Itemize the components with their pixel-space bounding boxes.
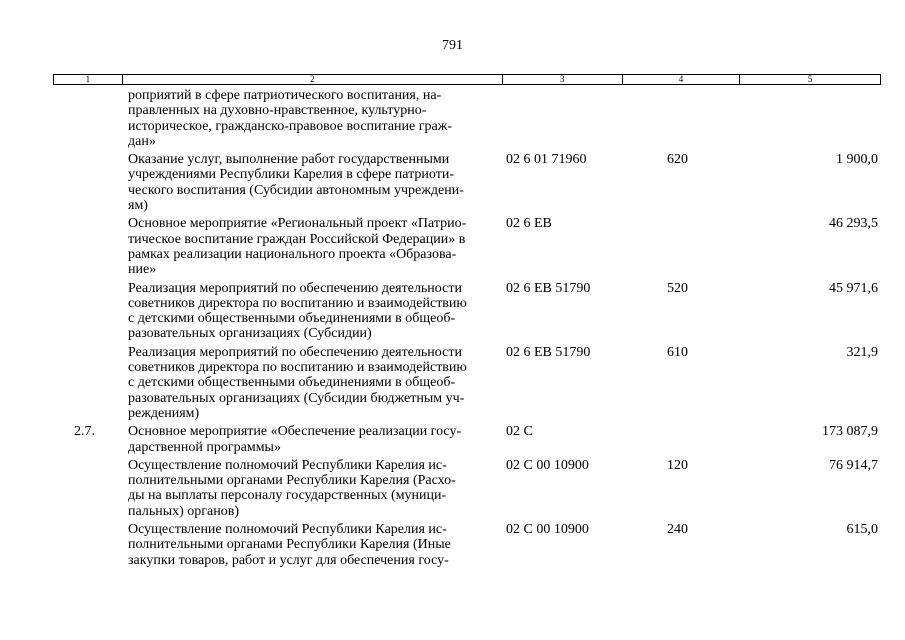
row-name: Осуществление полномочий Республики Карелия ис- полнительными органами Республики Карелия (Иные закупки товаров, работ и услуг для обеспечения госу- — [128, 522, 451, 568]
row-number — [53, 458, 122, 519]
row-sum: 173 087,9 — [822, 424, 878, 440]
row-sum: 615,0 — [846, 522, 878, 538]
table-body — [53, 88, 881, 571]
header-col-1: 1 — [54, 75, 123, 84]
row-expense-type: 520 — [667, 280, 688, 296]
table-row — [53, 152, 881, 213]
row-expense-type: 240 — [667, 522, 688, 538]
row-code: 02 С 00 10900 — [506, 522, 589, 538]
row-code: 02 С 00 10900 — [506, 457, 589, 473]
row-name: Основное мероприятие «Региональный проект «Патрио- тическое воспитание граждан Российской Федерации» в рамках реализации национального проекта «Образова- ние» — [128, 216, 467, 278]
row-name: Основное мероприятие «Обеспечение реализации госу- дарственной программы» — [128, 424, 462, 455]
header-col-4: 4 — [623, 75, 741, 84]
table-header — [53, 74, 881, 85]
row-number — [53, 88, 122, 149]
row-code — [503, 88, 623, 149]
table-row — [53, 345, 881, 421]
table-row — [53, 88, 881, 149]
row-code: 02 6 EB 51790 — [506, 344, 591, 360]
header-col-2: 2 — [123, 75, 503, 84]
row-name: Реализация мероприятий по обеспечению деятельности советников директора по воспитанию и взаимодействию с детскими общественными объединениями в общеоб- разовательных организациях (Субсидии) — [128, 280, 467, 342]
row-expense-type: 610 — [667, 344, 688, 360]
row-sum: 46 293,5 — [829, 216, 878, 232]
row-name: Оказание услуг, выполнение работ государственными учреждениями Республики Карелия в сфере патриоти- ческого воспитания (Субсидии автономным учреждени- ям) — [128, 152, 464, 214]
row-code: 02 6 EB — [506, 216, 552, 232]
table-row — [53, 216, 881, 277]
row-number — [53, 522, 122, 568]
row-number — [53, 281, 122, 342]
row-expense-type — [623, 216, 741, 277]
row-expense-type — [623, 424, 741, 455]
row-expense-type: 120 — [667, 457, 688, 473]
header-col-3: 3 — [503, 75, 623, 84]
table-row — [53, 281, 881, 342]
row-sum — [741, 88, 881, 149]
row-name: Осуществление полномочий Республики Карелия ис- полнительными органами Республики Карелия (Расхо- ды на выплаты персоналу государственных (муници- пальных) органов) — [128, 457, 456, 519]
row-name: Реализация мероприятий по обеспечению деятельности советников директора по воспитанию и взаимодействию с детскими общественными объединениями в общеоб- разовательных организациях (Субсидии бюджетным уч- реждениям) — [128, 344, 467, 421]
table-row — [53, 424, 881, 455]
header-col-5: 5 — [807, 74, 813, 84]
row-code: 02 6 01 71960 — [506, 152, 587, 168]
row-number — [53, 345, 122, 421]
row-expense-type — [623, 88, 741, 149]
row-number — [53, 216, 122, 277]
row-sum: 76 914,7 — [829, 457, 878, 473]
table-row — [53, 522, 881, 568]
row-sum: 321,9 — [846, 344, 878, 360]
row-sum: 1 900,0 — [836, 152, 878, 168]
row-number — [53, 152, 122, 213]
table-row — [53, 458, 881, 519]
row-name: роприятий в сфере патриотического воспитания, на- правленных на духовно-нравственное, культурно- историческое, гражданско-правовое воспитание граж- дан» — [128, 88, 453, 149]
row-number: 2.7. — [74, 424, 95, 440]
row-code: 02 6 EB 51790 — [506, 280, 591, 296]
page-number: 791 — [442, 38, 463, 53]
row-expense-type: 620 — [667, 152, 688, 168]
row-code: 02 С — [506, 424, 533, 440]
row-sum: 45 971,6 — [829, 280, 878, 296]
